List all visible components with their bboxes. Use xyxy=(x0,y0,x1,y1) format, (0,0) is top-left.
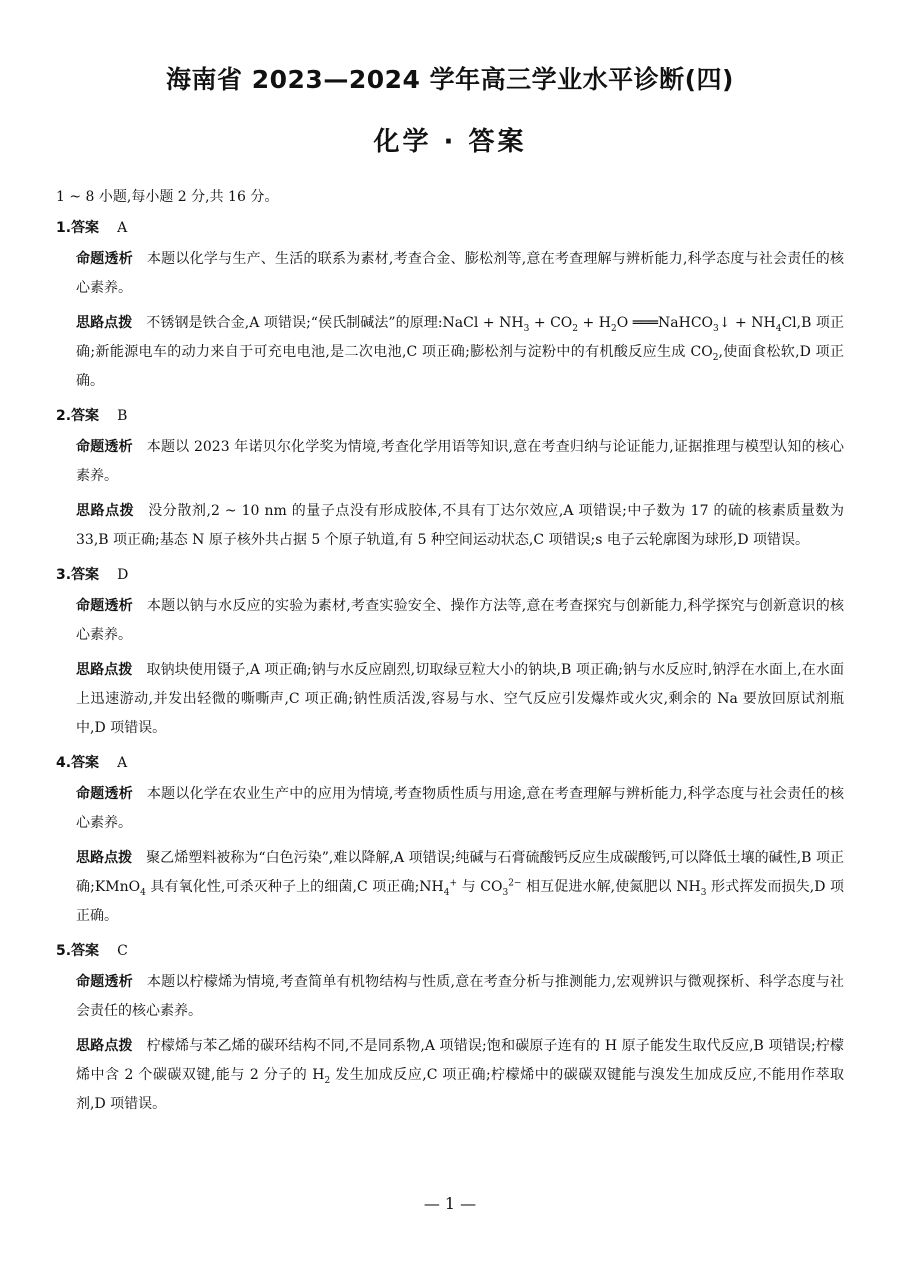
hint-text: 发生加成反应,C 项正确;柠檬烯中的碳碳双键能与溴发生加成反应,不能用作萃取剂,D 项错误。 xyxy=(76,1067,844,1112)
question-1-hint xyxy=(56,309,844,396)
question-number: 2. xyxy=(56,408,72,424)
question-5-analysis xyxy=(56,968,844,1026)
analysis-text: 本题以 2023 年诺贝尔化学奖为情境,考查化学用语等知识,意在考查归纳与论证能力,证据推理与模型认知的核心素养。 xyxy=(76,439,844,484)
hint-text: + CO xyxy=(529,315,573,331)
hint-text: + H xyxy=(578,315,611,331)
question-4-header xyxy=(56,752,844,774)
hint-label: 思路点拨 xyxy=(76,315,133,331)
question-1-header xyxy=(56,217,844,239)
answer-value: D xyxy=(117,567,129,583)
answer-value: A xyxy=(117,220,128,236)
subscript: 4 xyxy=(775,323,782,334)
analysis-text: 本题以化学在农业生产中的应用为情境,考查物质性质与用途,意在考查理解与辨析能力,科学态度与社会责任的核心素养。 xyxy=(76,786,844,831)
question-4-analysis xyxy=(56,780,844,838)
hint-text: ,使面食松软,D 项正确。 xyxy=(76,344,844,389)
question-2-header xyxy=(56,405,844,427)
hint-text: 柠檬烯与苯乙烯的碳环结构不同,不是同系物,A 项错误;饱和碳原子连有的 H 原子能发生取代反应,B 项错误;柠檬烯中含 2 个碳碳双键,能与 2 分子的 H xyxy=(76,1038,844,1083)
page-subtitle: 化学 · 答案 xyxy=(373,127,527,157)
analysis-label: 命题透析 xyxy=(76,439,133,455)
hint-text: 没分散剂,2 ~ 10 nm 的量子点没有形成胶体,不具有丁达尔效应,A 项错误;中子数为 17 的硫的核素质量数为 33,B 项正确;基态 N 原子核外共占据 5 个原子轨道,有 5 种空间运动状态,C 项错误;s 电子云轮廓图为球形,D 项错误。 xyxy=(76,503,844,548)
answer-label: 答案 xyxy=(71,943,100,959)
hint-text: 具有氧化性,可杀灭种子上的细菌,C 项正确;NH xyxy=(145,879,444,895)
hint-text: 聚乙烯塑料被称为“白色污染”,难以降解,A 项错误;纯碱与石膏硫酸钙反应生成碳酸钙,可以降低土壤的碱性,B 项正确;KMnO xyxy=(76,850,844,895)
question-1-analysis xyxy=(56,245,844,303)
question-2-analysis xyxy=(56,433,844,491)
question-3-header xyxy=(56,564,844,586)
analysis-text: 本题以钠与水反应的实验为素材,考查实验安全、操作方法等,意在考查探究与创新能力,科学探究与创新意识的核心素养。 xyxy=(76,598,844,643)
hint-text: ↓ + NH xyxy=(718,315,776,331)
question-4-hint xyxy=(56,844,844,931)
question-number: 1. xyxy=(56,220,72,236)
question-3-hint xyxy=(56,656,844,743)
analysis-text: 本题以柠檬烯为情境,考查简单有机物结构与性质,意在考查分析与推测能力,宏观辨识与微观探析、科学态度与社会责任的核心素养。 xyxy=(76,974,844,1019)
answer-value: C xyxy=(117,943,128,959)
hint-text: 不锈钢是铁合金,A 项错误;“侯氏制碱法”的原理:NaCl + NH xyxy=(146,315,524,331)
question-5-header xyxy=(56,940,844,962)
answer-value: A xyxy=(117,755,128,771)
answer-label: 答案 xyxy=(71,408,100,424)
question-2-hint xyxy=(56,497,844,555)
subscript: 2 xyxy=(611,323,617,334)
subscript: 4 xyxy=(140,887,146,898)
hint-label: 思路点拨 xyxy=(76,662,133,678)
subscript: 2 xyxy=(572,323,579,334)
hint-text: 取钠块使用镊子,A 项正确;钠与水反应剧烈,切取绿豆粒大小的钠块,B 项正确;钠与水反应时,钠浮在水面上,在水面上迅速游动,并发出轻微的嘶嘶声,C 项正确;钠性质活泼,容易与水、空气反应引发爆炸或火灾,剩余的 Na 要放回原试剂瓶中,D 项错误。 xyxy=(76,662,845,736)
intro-note: 1 ~ 8 小题,每小题 2 分,共 16 分。 xyxy=(56,189,279,205)
question-number: 4. xyxy=(56,755,72,771)
analysis-text: 本题以化学与生产、生活的联系为素材,考查合金、膨松剂等,意在考查理解与辨析能力,科学态度与社会责任的核心素养。 xyxy=(76,251,844,296)
answer-label: 答案 xyxy=(71,567,100,583)
hint-label: 思路点拨 xyxy=(76,850,133,866)
subscript: 3 xyxy=(502,887,509,898)
analysis-label: 命题透析 xyxy=(76,786,133,802)
question-3-analysis xyxy=(56,592,844,650)
answer-value: B xyxy=(117,408,128,424)
analysis-label: 命题透析 xyxy=(76,974,133,990)
answer-label: 答案 xyxy=(71,755,100,771)
hint-text: 形式挥发而损失,D 项正确。 xyxy=(76,879,845,924)
answer-label: 答案 xyxy=(71,220,100,236)
subscript: 3 xyxy=(713,323,719,334)
analysis-label: 命题透析 xyxy=(76,598,133,614)
page-number: — 1 — xyxy=(423,1194,477,1213)
hint-text: 相互促进水解,使氮肥以 NH xyxy=(521,879,701,895)
question-number: 3. xyxy=(56,567,72,583)
analysis-label: 命题透析 xyxy=(76,251,133,267)
hint-text: O ═══NaHCO xyxy=(616,315,714,331)
superscript: + xyxy=(449,878,458,889)
subscript: 2 xyxy=(324,1075,331,1086)
hint-label: 思路点拨 xyxy=(76,1038,133,1054)
hint-label: 思路点拨 xyxy=(76,503,135,519)
subscript: 2 xyxy=(712,352,719,363)
question-number: 5. xyxy=(56,943,72,959)
subscript: 4 xyxy=(443,887,450,898)
superscript: 2− xyxy=(508,878,522,889)
subscript: 3 xyxy=(523,323,530,334)
hint-text: 与 CO xyxy=(457,879,503,895)
hint-text: Cl,B 项正确;新能源电车的动力来自于可充电电池,是二次电池,C 项正确;膨松剂与淀粉中的有机酸反应生成 CO xyxy=(76,315,844,360)
subscript: 3 xyxy=(700,887,707,898)
question-5-hint xyxy=(56,1032,844,1119)
page-title: 海南省 2023—2024 学年高三学业水平诊断(四) xyxy=(166,65,734,94)
